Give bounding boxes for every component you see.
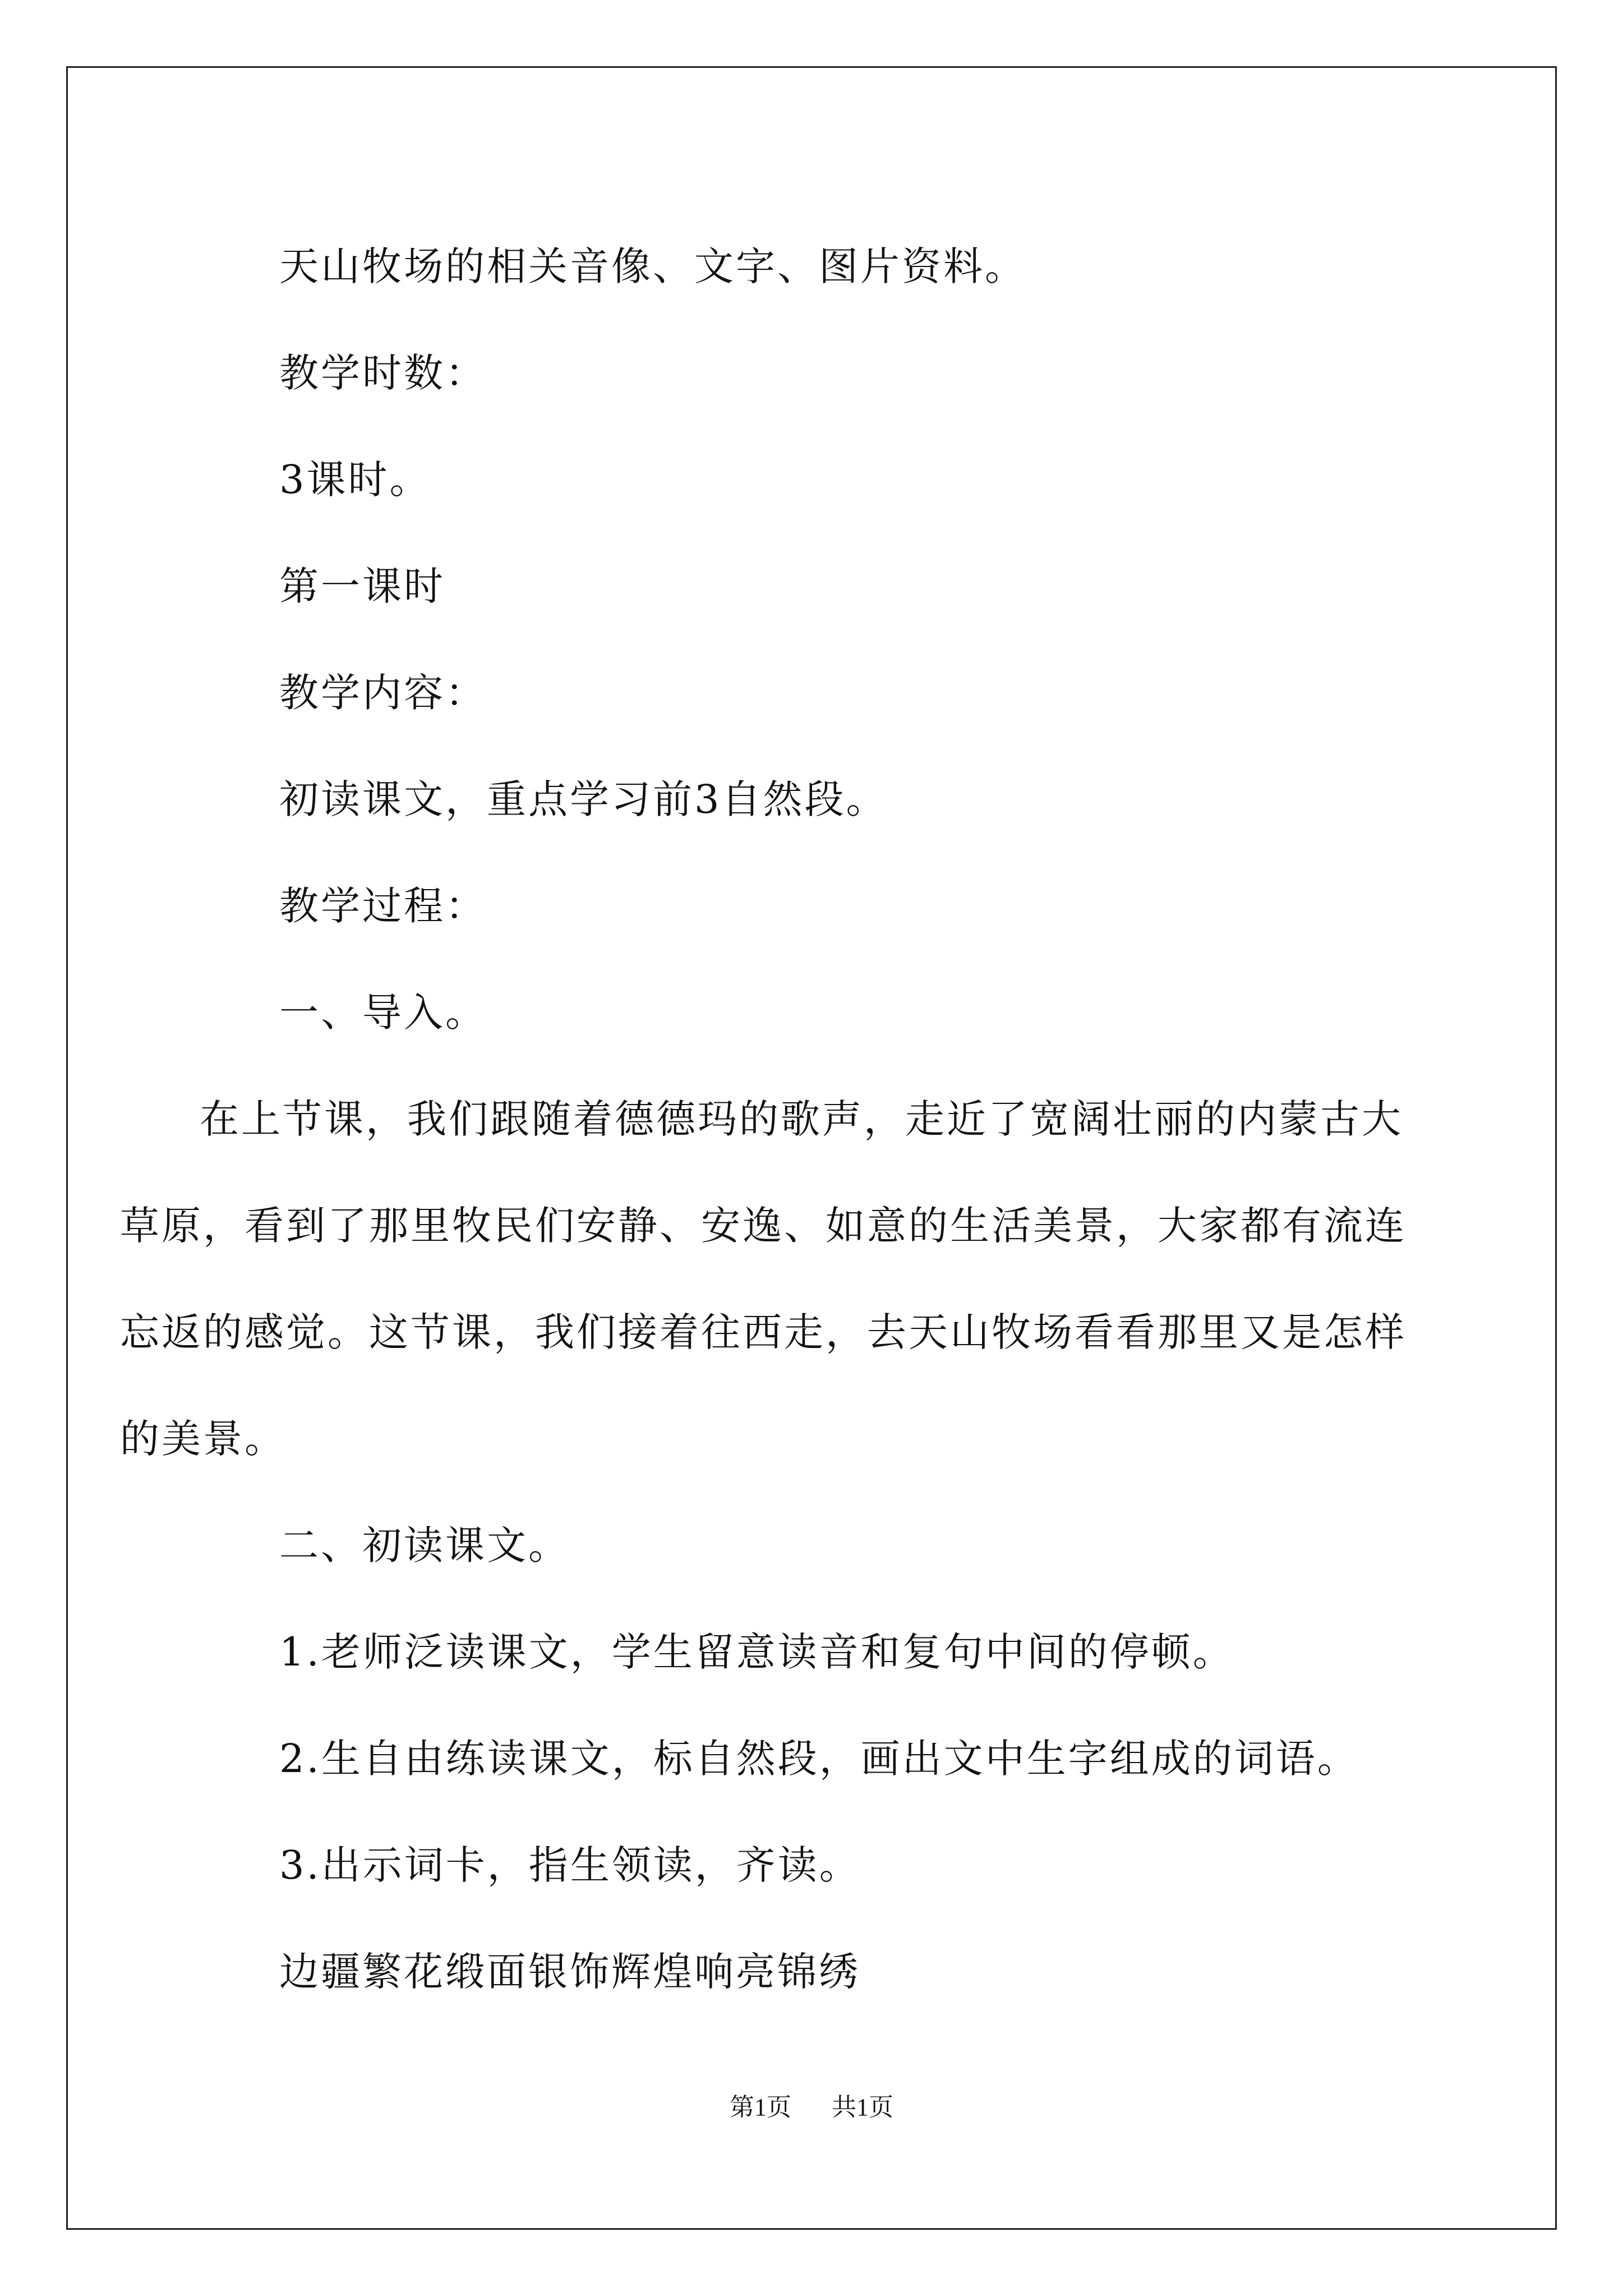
paragraph-introduction-text: 在上节课，我们跟随着德德玛的歌声，走近了宽阔壮丽的内蒙古大草原，看到了那里牧民们安静、安逸、如意的生活美景，大家都有流连忘返的感觉。这节课，我们接着往西走，去天山牧场看看那里又是怎样的美景。 [120, 1096, 1407, 1462]
paragraph-teaching-content-label: 教学内容： [279, 670, 487, 716]
paragraph-teaching-content: 初读课文，重点学习前3自然段。 [279, 776, 888, 822]
list-item-3: 3.出示词卡，指生领读，齐读。 [279, 1842, 861, 1888]
page-footer [0, 2087, 1623, 2123]
page-number-current: 第1页 [730, 2093, 791, 2121]
list-item-1: 1.老师泛读课文，学生留意读音和复句中间的停顿。 [279, 1629, 1234, 1675]
list-item-2: 2.生自由练读课文，标自然段，画出文中生字组成的词语。 [279, 1736, 1359, 1782]
paragraph-teaching-process-label: 教学过程： [279, 883, 487, 929]
paragraph-materials: 天山牧场的相关音像、文字、图片资料。 [279, 243, 1026, 289]
paragraph-teaching-hours-value: 3课时。 [279, 457, 431, 503]
vocabulary-words: 边疆繁花缎面银饰辉煌响亮锦绣 [279, 1949, 860, 1995]
document-body [120, 213, 1422, 2025]
step-heading-first-reading: 二、初读课文。 [279, 1522, 570, 1568]
paragraph-teaching-hours-label: 教学时数： [279, 350, 487, 396]
page-number-total: 共1页 [832, 2093, 893, 2121]
section-heading-first-lesson: 第一课时 [279, 563, 445, 609]
step-heading-introduction: 一、导入。 [279, 990, 487, 1036]
